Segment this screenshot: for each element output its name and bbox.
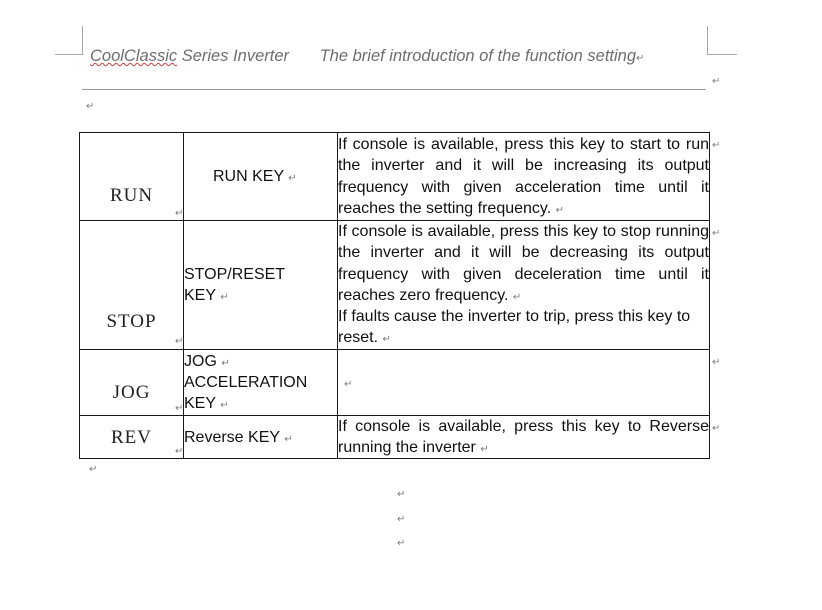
paragraph-mark: ↵ (89, 464, 98, 475)
header-brand: CoolClassic (90, 47, 178, 65)
key-name-cell (184, 133, 338, 221)
key-name-cell (184, 349, 338, 415)
table-row (80, 415, 710, 459)
crop-mark-top-right-horizontal (707, 54, 737, 55)
header-subtitle: The brief introduction of the function setting (319, 47, 637, 65)
key-image-cell (80, 133, 184, 221)
cell-mark: ↵ (175, 445, 184, 457)
paragraph-mark: ↵ (397, 538, 406, 549)
key-image-cell (80, 415, 184, 459)
crop-mark-top-left-horizontal (55, 54, 83, 55)
key-description-cell (338, 133, 721, 221)
empty-cell-mark: ↵ (344, 378, 353, 390)
rev-key-image: REV (111, 426, 152, 448)
key-description-cell (338, 221, 721, 350)
page-header (90, 47, 690, 66)
key-function-table (79, 132, 721, 459)
header-rule (82, 89, 706, 90)
rev-key-name: Reverse KEY ↵ (184, 428, 293, 446)
paragraph-mark: ↵ (636, 53, 645, 64)
stop-key-image: STOP (106, 311, 157, 332)
cell-mark: ↵ (175, 208, 184, 219)
stop-key-name: STOP/RESET KEY ↵ (184, 265, 286, 304)
jog-key-name: JOG ↵ ACCELERATION KEY ↵ (184, 352, 308, 412)
stop-key-reset-note: If faults cause the inverter to trip, press this key to reset. ↵ (338, 308, 691, 347)
run-key-description: If console is available, press this key to start to run the inverter and it will be increasing its output frequency with given acceleration time until it reaches the setting frequency. ↵ (338, 135, 709, 217)
key-name-cell (184, 221, 338, 350)
jog-key-image: JOG (112, 381, 151, 403)
header-series: Series Inverter (181, 47, 289, 65)
paragraph-mark: ↵ (712, 76, 721, 87)
paragraph-mark: ↵ (397, 489, 406, 500)
row-end-mark: ↵ (712, 140, 721, 151)
table-row (80, 349, 710, 415)
key-image-cell (80, 349, 184, 415)
row-end-mark: ↵ (712, 356, 721, 368)
crop-mark-top-right-vertical (707, 26, 708, 55)
crop-mark-top-left-vertical (82, 26, 83, 55)
key-name-cell (184, 415, 338, 459)
table-row (80, 133, 710, 221)
cell-mark: ↵ (175, 336, 184, 347)
stop-key-description: If console is available, press this key to stop running the inverter and it will be decreasing its output frequency with given deceleration time until it reaches zero frequency. ↵ (338, 223, 709, 304)
table-row (80, 221, 710, 350)
run-key-name: RUN KEY ↵ (213, 168, 297, 185)
cell-mark: ↵ (175, 402, 184, 414)
paragraph-mark: ↵ (397, 514, 406, 525)
rev-key-description: If console is available, press this key to Reverse running the inverter ↵ (338, 417, 709, 457)
row-end-mark: ↵ (712, 228, 721, 239)
key-description-cell (338, 349, 721, 415)
key-image-cell (80, 221, 184, 350)
key-description-cell (338, 415, 721, 459)
run-key-image: RUN (109, 185, 154, 206)
paragraph-mark: ↵ (86, 101, 95, 112)
row-end-mark: ↵ (712, 422, 721, 434)
